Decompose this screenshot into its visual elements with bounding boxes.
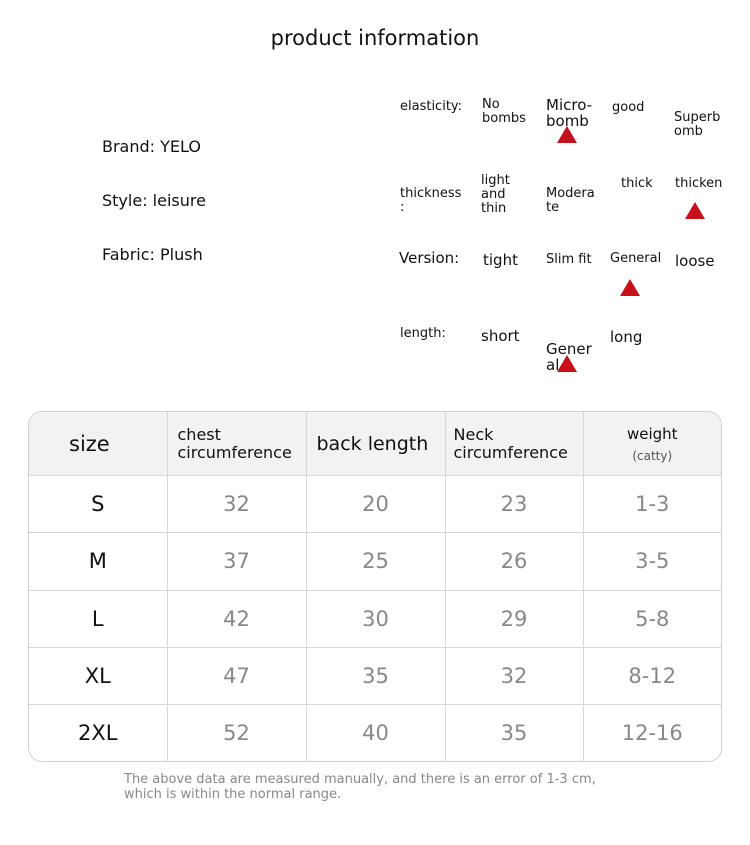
length-label: length:: [400, 326, 446, 341]
thickness-option: Modera te: [546, 186, 595, 215]
length-option: short: [481, 327, 520, 345]
cell-neck: 29: [445, 590, 583, 647]
thickness-option: light and thin: [481, 173, 510, 216]
cell-weight: 12-16: [621, 721, 683, 746]
header-weight: [583, 412, 721, 476]
measurement-note: The above data are measured manually, and there is an error of 1-3 cm, which is within the normal range.: [124, 772, 596, 802]
cell-chest: 47: [167, 647, 306, 704]
elasticity-option: Micro- bomb: [546, 96, 593, 130]
cell-back-length: 35: [306, 647, 445, 704]
elasticity-option: Superb omb: [674, 110, 721, 139]
elasticity-option: good: [612, 100, 645, 115]
table-row: [29, 533, 721, 590]
length-option: Gener al: [546, 340, 592, 374]
cell-back-length: 20: [306, 476, 445, 533]
selected-marker-icon: [557, 355, 577, 372]
version-label: Version:: [399, 249, 460, 267]
cell-size: M: [29, 533, 167, 590]
attribute-grid: [0, 0, 750, 400]
cell-chest: 52: [167, 705, 306, 761]
elasticity-option: No bombs: [482, 97, 526, 126]
cell-weight: 5-8: [583, 590, 721, 647]
style-label: Style: leisure: [102, 191, 206, 210]
brand-label: Brand: YELO: [102, 137, 201, 156]
page-title: product information: [270, 26, 480, 50]
cell-back-length: 25: [306, 533, 445, 590]
header-back-length: back length: [306, 412, 445, 476]
cell-back-length: 40: [306, 705, 445, 761]
cell-size: XL: [29, 647, 167, 704]
thickness-option: thicken: [675, 176, 723, 191]
cell-weight: 3-5: [583, 533, 721, 590]
cell-weight: 8-12: [583, 647, 721, 704]
header-chest: chest circumference: [167, 412, 306, 476]
table-row: [29, 476, 721, 533]
version-option: tight: [483, 251, 518, 269]
fabric-label: Fabric: Plush: [102, 245, 203, 264]
cell-size: 2XL: [29, 705, 167, 761]
table-row: [29, 647, 721, 704]
cell-neck: 35: [445, 705, 583, 761]
version-option: General: [610, 251, 662, 266]
cell-chest: 37: [167, 533, 306, 590]
elasticity-label: elasticity:: [400, 99, 463, 114]
version-option: loose: [675, 252, 715, 270]
selected-marker-icon: [557, 126, 577, 143]
selected-marker-icon: [685, 202, 705, 219]
cell-neck: 23: [445, 476, 583, 533]
cell-chest: 42: [167, 590, 306, 647]
header-size: size: [29, 412, 167, 476]
cell-weight: 1-3: [583, 476, 721, 533]
size-table: [28, 411, 722, 762]
length-option: long: [610, 328, 643, 346]
table-header-row: [29, 412, 721, 476]
version-option: Slim fit: [546, 252, 592, 267]
thickness-option: thick: [621, 176, 653, 191]
header-weight-label: weight: [626, 424, 678, 443]
thickness-label: thickness :: [400, 186, 462, 215]
cell-back-length: 30: [306, 590, 445, 647]
cell-size: L: [29, 590, 167, 647]
table-row: [29, 590, 721, 647]
selected-marker-icon: [620, 279, 640, 296]
cell-size: S: [29, 476, 167, 533]
table-row: [29, 705, 721, 761]
cell-neck: 32: [445, 647, 583, 704]
cell-neck: 26: [445, 533, 583, 590]
cell-chest: 32: [167, 476, 306, 533]
header-weight-unit: (catty): [632, 448, 673, 463]
header-neck: Neck circumference: [445, 412, 583, 476]
